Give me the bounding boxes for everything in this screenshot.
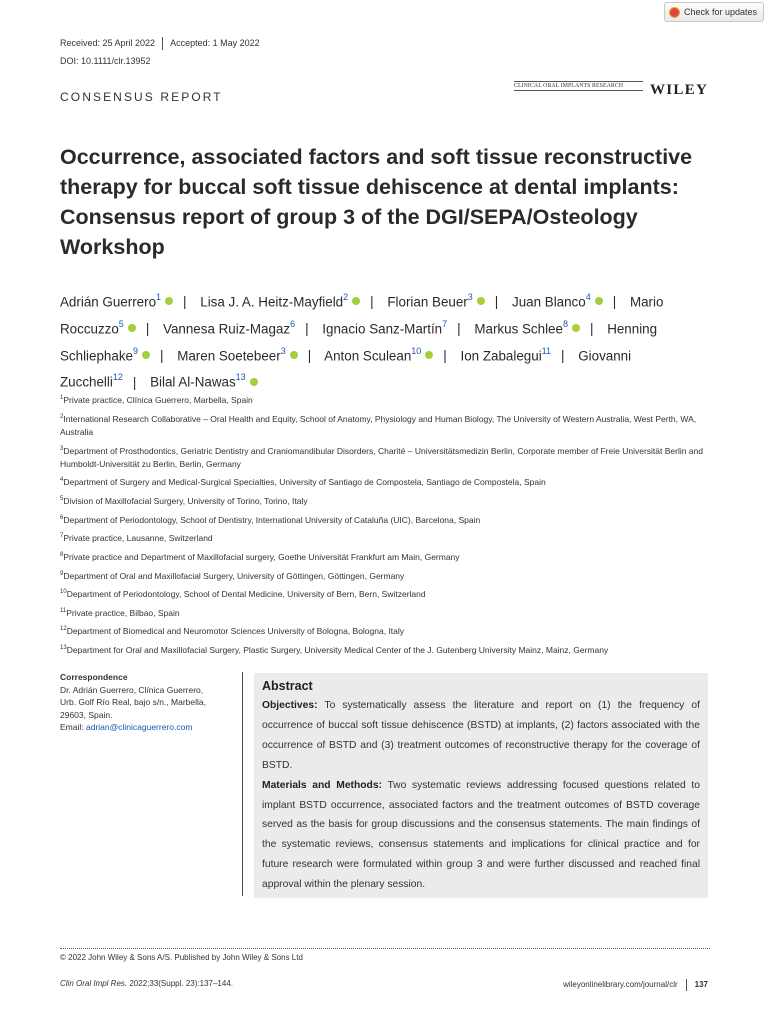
author-separator: | [305,321,309,337]
author-affiliation-number[interactable]: 2 [343,292,349,302]
author-separator: | [370,294,374,310]
footer-divider [686,979,687,991]
abstract-box [254,673,708,898]
orcid-icon[interactable] [290,351,298,359]
affiliation-text: Department of Oral and Maxillofacial Surgery, University of Göttingen, Göttingen, Germany [63,570,405,581]
affiliation [60,493,710,508]
author-separator: | [145,321,150,337]
received-date: Received: 25 April 2022 [60,37,156,48]
author-separator: | [494,294,499,310]
date-divider [162,37,163,50]
methods-text: Two systematic reviews addressing focused questions related to implant BSTD occurrence, associated factors and the treatment outcomes of BSTD coverage served as the basis for group discussions and the consensus statements. The main findings of the systematic reviews, consensus statements and implications for clinical practice and for future research were formulated within group 3 and were further discussed and reached final approval within the plenary session. [262,779,700,891]
email-link[interactable]: adrian@clinicaguerrero.com [85,722,193,732]
correspondence-heading: Correspondence [60,672,128,682]
author-affiliation-number[interactable]: 13 [235,372,246,383]
author-separator: | [307,348,312,363]
author-affiliation-number[interactable]: 5 [118,318,124,329]
orcid-icon[interactable] [595,297,603,305]
affiliation-number: 4 [60,477,64,484]
correspondence-line: 29603, Spain. [60,709,113,720]
objectives-text: To systematically assess the literature and report on (1) the frequency of occurrence of buccal soft tissue dehiscence (BSTD) at implants, (2) factors associated with the occurrence of BSTD and (3) treatment outcomes of reconstructive therapy for the coverage of BSTD. [262,700,700,771]
affiliation [60,530,710,545]
citation-details: 2022;33(Suppl. 23):137–144. [127,979,233,988]
affiliation [60,642,710,657]
email-label: Email: [60,722,86,732]
orcid-icon[interactable] [165,297,173,305]
affiliation [60,443,710,471]
journal-url[interactable]: wileyonlinelibrary.com/journal/clr [563,980,678,990]
affiliation-number: 2 [60,413,64,420]
author-name[interactable]: Florian Beuer [387,294,468,310]
affiliation [60,549,710,564]
author-separator: | [159,348,164,363]
affiliations-list [60,392,710,661]
author-affiliation-number[interactable]: 3 [467,292,473,302]
author-affiliation-number[interactable]: 7 [442,318,448,329]
orcid-icon[interactable] [142,351,150,359]
author-list [60,287,720,394]
affiliation-number: 13 [60,645,67,652]
page-number: 137 [694,980,708,990]
author-affiliation-number[interactable]: 4 [585,292,591,302]
affiliation-text: Private practice, Clínica Guerrero, Marbella, Spain [63,394,253,405]
correspondence-block [60,671,240,734]
affiliation [60,623,710,638]
affiliation-number: 1 [60,395,64,401]
abstract-heading: Abstract [262,679,313,693]
affiliation-text: Department of Prosthodontics, Geriatric Dentistry and Craniomandibular Disorders, Charité – Universitätsmedizin Berlin, Corporate member of Freie Universität Berlin and Humboldt-Universität zu Berlin, Berlin, Germany [60,445,703,469]
author-affiliation-number[interactable]: 12 [112,372,123,383]
affiliation-text: Department of Periodontology, School of Dental Medicine, University of Bern, Bern, Switzerland [66,589,426,600]
article-title: Occurrence, associated factors and soft tissue reconstructive therapy for buccal soft tissue dehiscence at dental implants: Consensus report of group 3 of the DGI/SEPA/Osteology Workshop [60,145,693,259]
affiliation-text: Department for Oral and Maxillofacial Surgery, Plastic Surgery, University Medical Center of the J. Gutenberg University Mainz, Mainz, Germany [66,644,609,655]
author-separator: | [457,321,461,337]
author-name[interactable]: Lisa J. A. Heitz-Mayfield [200,294,344,310]
affiliation-number: 7 [60,533,64,540]
footer-rule [60,948,710,949]
author-affiliation-number[interactable]: 9 [132,345,138,356]
publisher-logo: WILEY [650,82,709,98]
author-separator: | [443,348,447,363]
affiliation [60,512,710,527]
affiliation [60,392,710,407]
section-label: CONSENSUS REPORT [60,90,223,104]
author-name[interactable]: Ion Zabalegui [460,348,542,363]
affiliation [60,605,710,620]
correspondence-email-row [60,721,240,734]
affiliation-number: 10 [60,589,67,596]
doi[interactable]: DOI: 10.1111/clr.13952 [60,56,151,66]
affiliation-text: International Research Collaborative – Oral Health and Equity, School of Anatomy, Physiology and Human Biology, The University of Western Australia, West Perth, WA, Australia [60,413,697,437]
author-name[interactable]: Bilal Al-Nawas [150,374,236,390]
author-name[interactable]: Adrián Guerrero [60,294,157,310]
author-separator: | [561,348,565,363]
author-name[interactable]: Vannesa Ruiz-Magaz [163,321,291,337]
author-name[interactable]: Ignacio Sanz-Martín [322,321,443,337]
affiliation-number: 3 [60,445,64,452]
check-for-updates-label: Check for updates [683,7,757,17]
affiliation-text: Private practice, Lausanne, Switzerland [63,533,213,544]
author-separator: | [183,294,187,310]
affiliation [60,474,710,489]
citation-journal: Clin Oral Impl Res. [60,979,128,988]
affiliation-text: Private practice and Department of Maxillofacial surgery, Goethe Universität Frankfurt am Main, Germany [63,551,460,562]
article-dates [60,37,260,50]
author-separator: | [132,374,137,390]
affiliation-text: Department of Surgery and Medical-Surgical Specialties, University of Santiago de Compostela, Santiago de Compostela, Spain [63,477,546,488]
affiliation-text: Department of Periodontology, School of Dentistry, International University of Cataluña (UIC), Barcelona, Spain [63,514,481,525]
orcid-icon[interactable] [425,351,433,359]
author-separator: | [612,294,617,310]
affiliation-text: Department of Biomedical and Neuromotor Sciences University of Bologna, Bologna, Italy [66,626,405,637]
author-name[interactable]: Anton Sculean [324,348,412,363]
orcid-icon[interactable] [572,324,580,332]
orcid-icon[interactable] [250,378,258,386]
author-name[interactable]: Markus Schlee [474,321,563,337]
author-affiliation-number[interactable]: 3 [280,345,286,356]
citation [60,979,233,988]
footer-right [563,979,708,991]
affiliation [60,411,710,439]
affiliation-number: 12 [60,626,67,633]
author-affiliation-number[interactable]: 10 [411,345,422,356]
accepted-date: Accepted: 1 May 2022 [170,37,260,48]
author-name[interactable]: Henning Schliephake [60,321,658,363]
methods-label: Materials and Methods: [262,779,382,791]
orcid-icon[interactable] [477,297,485,305]
affiliation-text: Private practice, Bilbao, Spain [66,607,180,618]
author-name[interactable]: Mario Roccuzzo [60,294,664,337]
affiliation-text: Division of Maxillofacial Surgery, University of Torino, Torino, Italy [63,495,308,506]
abstract-body [262,696,700,895]
affiliation [60,568,710,583]
orcid-icon[interactable] [352,297,360,305]
author-name[interactable]: Maren Soetebeer [177,348,281,363]
journal-wordmark: CLINICAL ORAL IMPLANTS RESEARCH [514,81,643,91]
column-divider [242,672,243,896]
affiliation-number: 11 [60,607,67,614]
author-name[interactable]: Juan Blanco [512,294,586,310]
author-name[interactable]: Giovanni Zucchelli [60,348,632,390]
author-separator: | [589,321,594,337]
affiliation [60,586,710,601]
orcid-icon[interactable] [128,324,136,332]
check-for-updates-button[interactable] [664,2,764,22]
author-affiliation-number[interactable]: 8 [562,318,568,329]
author-affiliation-number[interactable]: 1 [156,292,162,302]
affiliation-number: 5 [60,496,64,503]
author-affiliation-number[interactable]: 11 [541,345,552,356]
affiliation-number: 6 [60,514,64,521]
objectives-label: Objectives: [262,700,318,711]
correspondence-line: Urb. Golf Río Real, bajo s/n., Marbella, [60,697,206,707]
copyright: © 2022 John Wiley & Sons A/S. Published by John Wiley & Sons Ltd [60,953,303,962]
correspondence-line: Dr. Adrián Guerrero, Clínica Guerrero, [60,684,204,695]
update-badge-icon [669,7,680,18]
affiliation-number: 9 [60,570,64,577]
affiliation-number: 8 [60,551,64,558]
author-affiliation-number[interactable]: 6 [290,318,296,329]
